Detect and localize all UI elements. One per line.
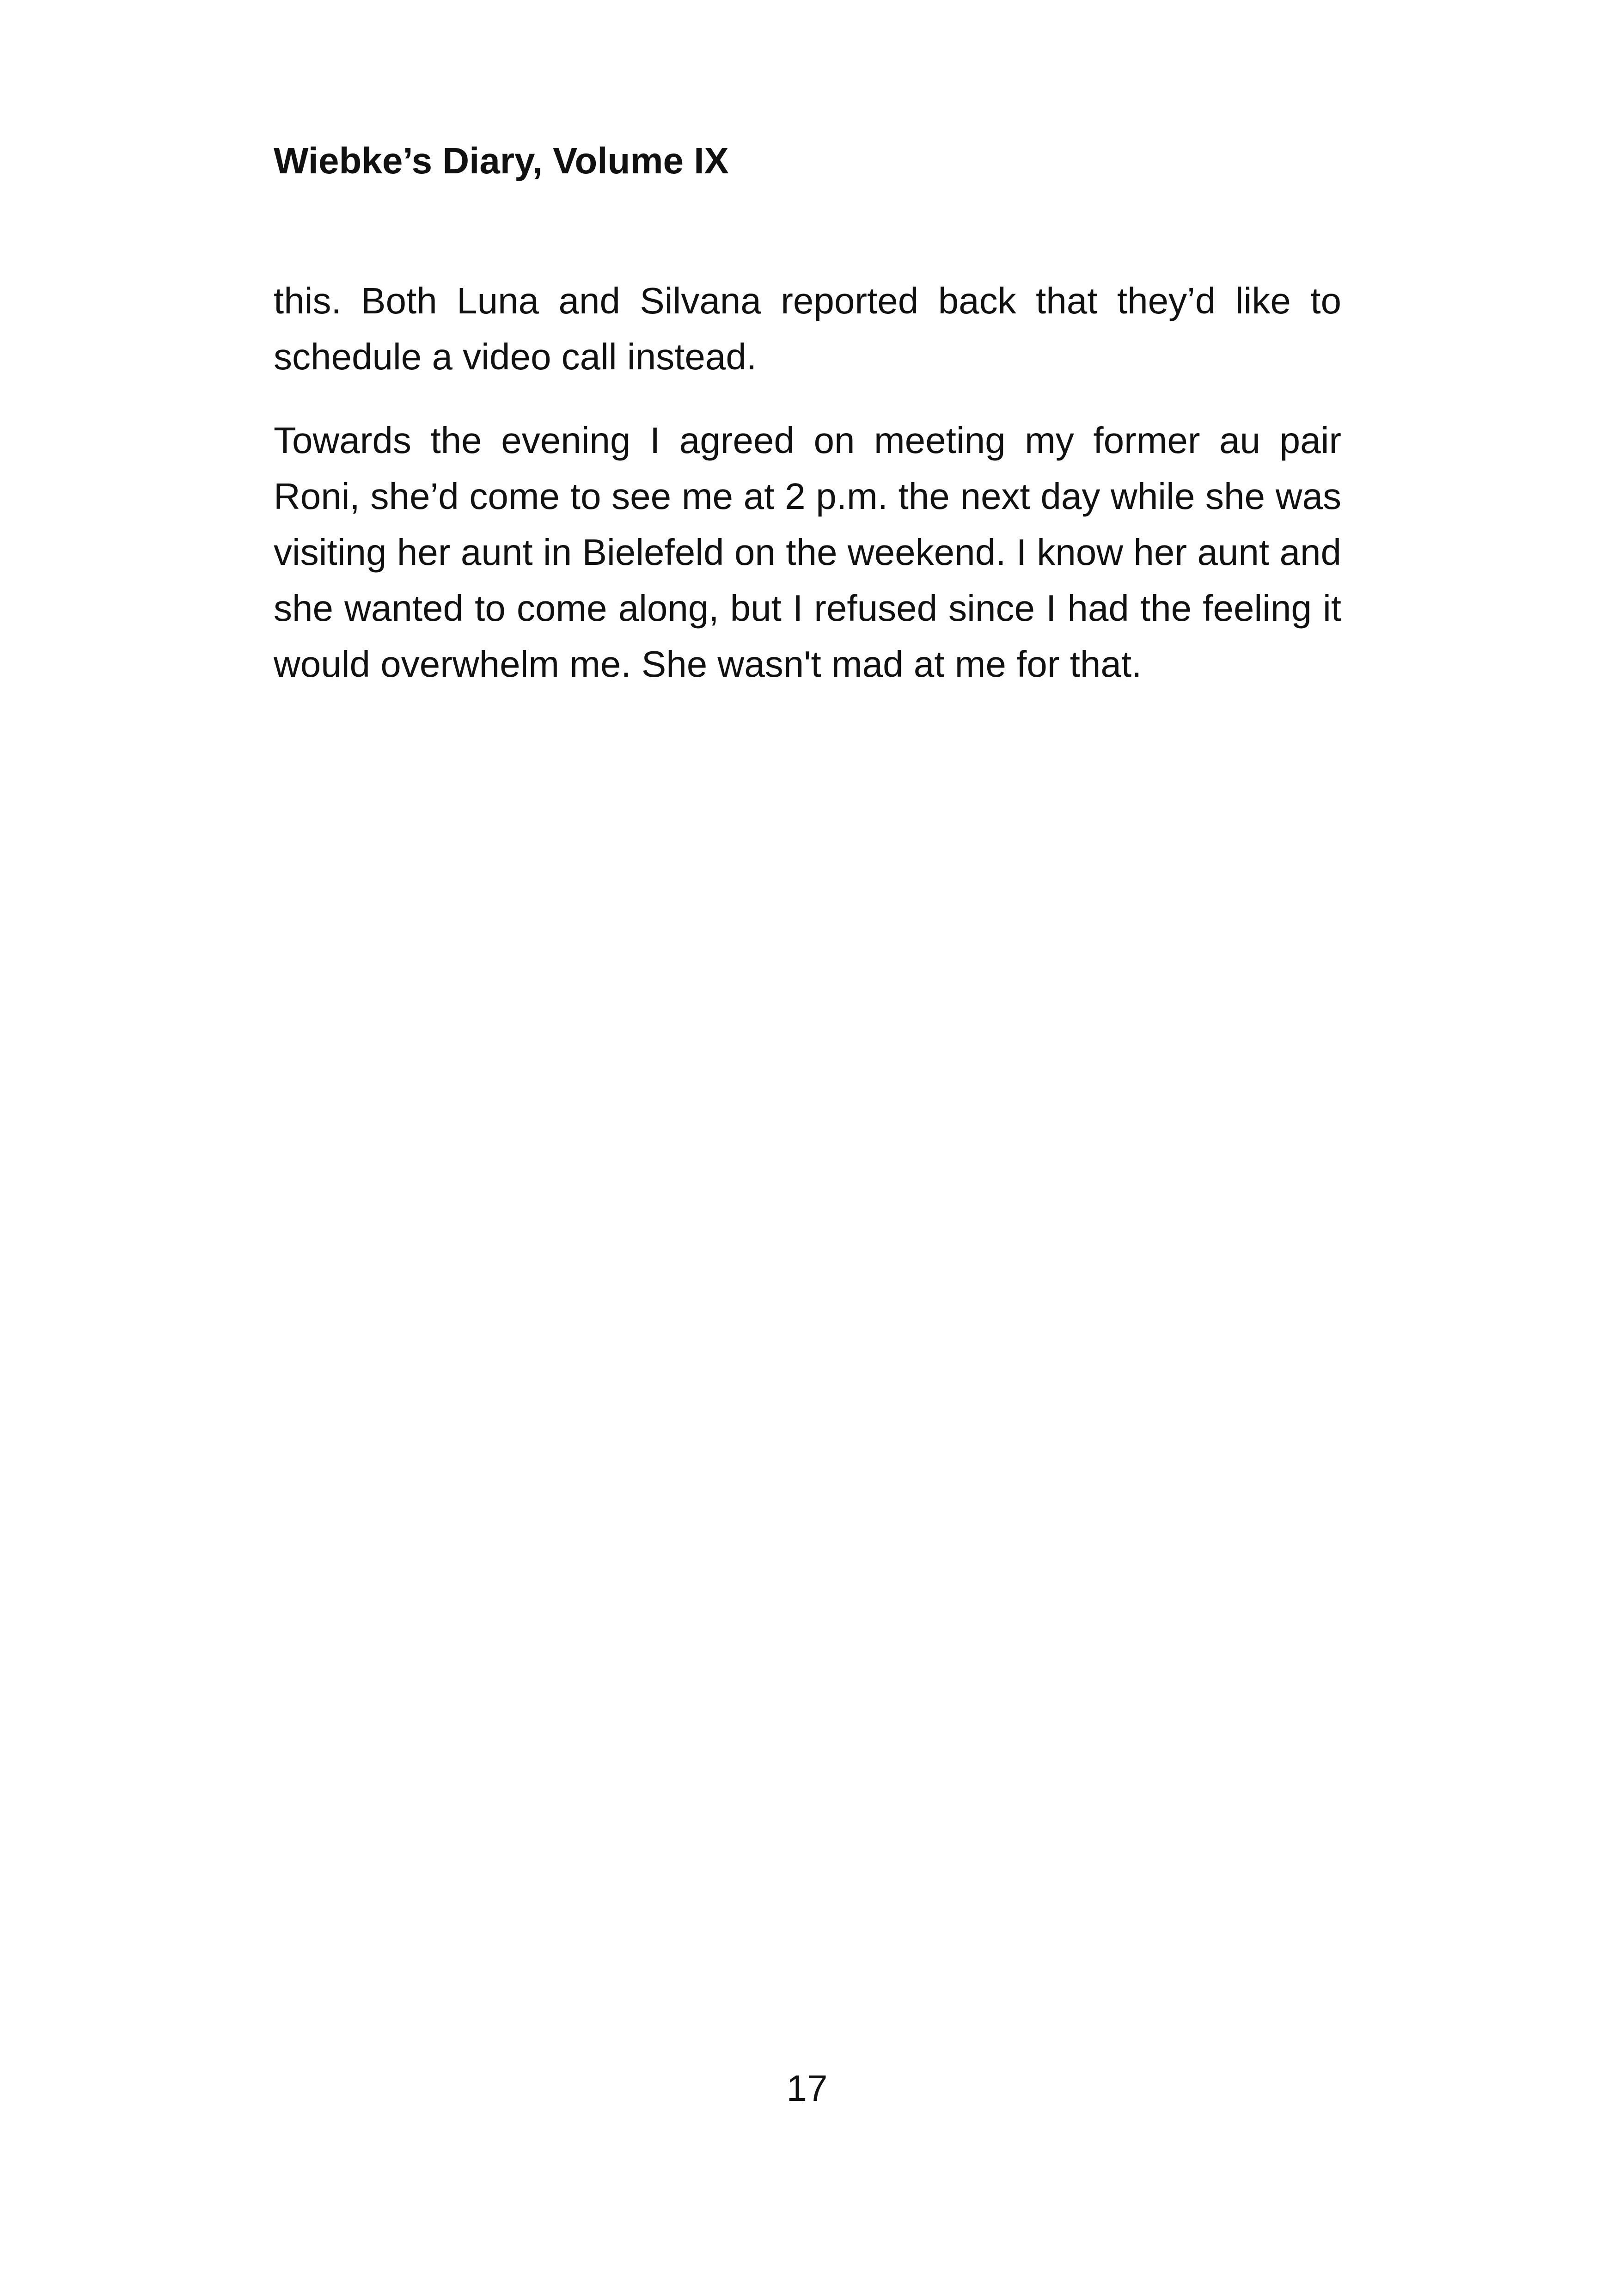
running-header-title: Wiebke’s Diary, Volume IX <box>274 140 729 181</box>
page-number: 17 <box>786 2068 828 2109</box>
body-text <box>274 273 1341 720</box>
paragraph-2: Towards the evening I agreed on meeting my former au pair Roni, she’d come to see me at 2 p.m. the next day while she was visiting her aunt in Bielefeld on the weekend. I know her aunt and she wanted to come along, but I refused since I had the feeling it would overwhelm me. She wasn't mad at me for that. <box>274 420 1341 685</box>
paragraph-1: this. Both Luna and Silvana reported back that they’d like to schedule a video call instead. <box>274 280 1341 377</box>
